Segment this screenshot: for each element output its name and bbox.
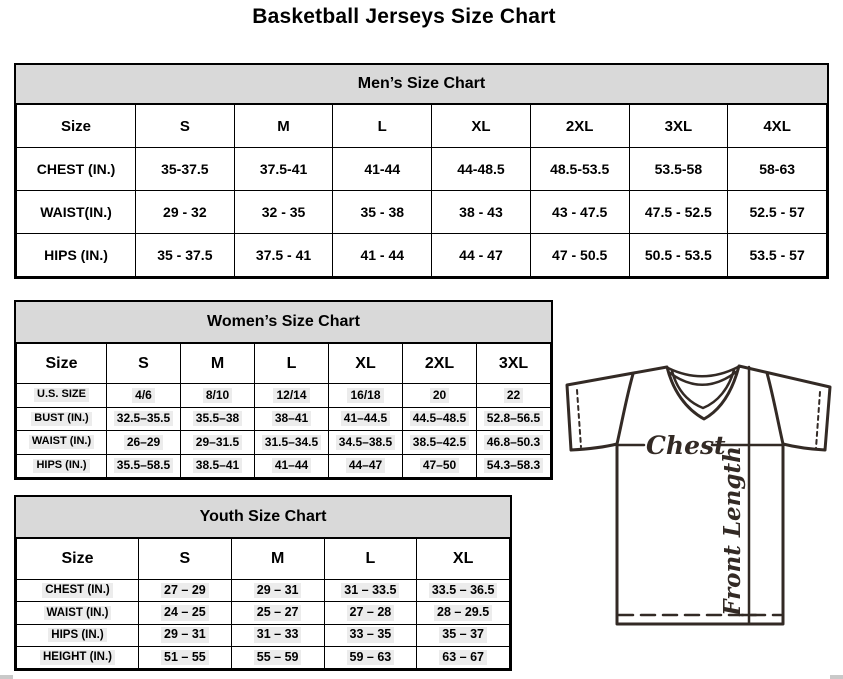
- cell-text: 3XL: [664, 117, 693, 135]
- women-value-cell: [181, 407, 255, 431]
- men-size-header-cell: [432, 105, 531, 148]
- jersey-diagram-svg: [556, 359, 838, 629]
- cell-text: 59 – 63: [347, 650, 395, 666]
- cell-text: 26–29: [124, 435, 163, 450]
- women-size-header-cell: [107, 344, 181, 384]
- youth-value-cell: [417, 624, 510, 646]
- men-value-cell: [629, 234, 728, 277]
- youth-value-cell: [231, 602, 324, 624]
- men-value-cell: [136, 191, 235, 234]
- men-value-cell: [234, 234, 333, 277]
- women-value-cell: [403, 407, 477, 431]
- youth-corner-cell: [17, 539, 139, 580]
- cell-text: 31 – 33: [254, 627, 302, 643]
- women-row-label-cell: [17, 431, 107, 455]
- cell-text: 33.5 – 36.5: [429, 583, 498, 599]
- collar-back-curve-1: [668, 367, 738, 376]
- cell-text: U.S. SIZE: [34, 388, 89, 402]
- cell-text: M: [270, 550, 285, 567]
- womens-table-grid: [16, 343, 551, 478]
- women-row-label-cell: [17, 454, 107, 478]
- men-measurement-row: [17, 191, 827, 234]
- womens-size-table: [14, 300, 553, 480]
- cell-text: 44-48.5: [457, 161, 505, 177]
- cell-text: 35.5–58.5: [114, 458, 173, 473]
- cell-text: 51 – 55: [161, 650, 209, 666]
- cell-text: 20: [430, 388, 449, 403]
- women-value-cell: [107, 431, 181, 455]
- cell-text: Size: [61, 550, 94, 567]
- men-value-cell: [234, 148, 333, 191]
- cell-text: 35 - 37.5: [157, 247, 213, 263]
- cell-text: 41-44: [364, 161, 401, 177]
- youth-value-cell: [417, 646, 510, 668]
- cell-text: Size: [60, 117, 91, 135]
- youth-value-cell: [139, 624, 232, 646]
- women-value-cell: [477, 431, 551, 455]
- cell-text: 25 – 27: [254, 605, 302, 621]
- jersey-measurement-diagram: [556, 359, 838, 629]
- cell-text: L: [286, 354, 297, 372]
- cell-text: HIPS (IN.): [44, 247, 108, 263]
- youth-value-cell: [324, 624, 417, 646]
- cell-text: 27 – 28: [347, 605, 395, 621]
- youth-measurement-row: [17, 580, 510, 602]
- women-measurement-row: [17, 431, 551, 455]
- women-value-cell: [255, 431, 329, 455]
- youth-size-header-cell: [139, 539, 232, 580]
- cell-text: CHEST (IN.): [42, 583, 113, 597]
- cell-text: 33 – 35: [347, 627, 395, 643]
- cell-text: 35 - 38: [360, 204, 405, 220]
- cell-text: 44.5–48.5: [410, 411, 469, 426]
- womens-table-caption: Women’s Size Chart: [16, 302, 551, 343]
- cell-text: 41–44.5: [341, 411, 390, 426]
- cell-text: XL: [355, 354, 376, 372]
- men-value-cell: [530, 148, 629, 191]
- men-value-cell: [333, 191, 432, 234]
- cell-text: 38–41: [272, 411, 311, 426]
- women-value-cell: [255, 407, 329, 431]
- cell-text: XL: [452, 550, 474, 567]
- youth-value-cell: [324, 602, 417, 624]
- men-value-cell: [530, 234, 629, 277]
- youth-size-header-cell: [231, 539, 324, 580]
- horizontal-scrollbar-left-stub[interactable]: [0, 675, 13, 679]
- women-corner-cell: [17, 344, 107, 384]
- cell-text: WAIST (IN.): [29, 435, 94, 449]
- men-corner-cell: [17, 105, 136, 148]
- youth-value-cell: [324, 580, 417, 602]
- women-value-cell: [107, 454, 181, 478]
- women-value-cell: [107, 407, 181, 431]
- men-size-header-cell: [234, 105, 333, 148]
- men-value-cell: [136, 234, 235, 277]
- women-value-cell: [329, 384, 403, 408]
- cell-text: 46.8–50.3: [484, 435, 543, 450]
- cell-text: 32.5–35.5: [114, 411, 173, 426]
- women-size-header-row: [17, 344, 551, 384]
- cell-text: 37.5 - 41: [255, 247, 312, 263]
- cell-text: 2XL: [424, 354, 455, 372]
- youth-size-header-cell: [324, 539, 417, 580]
- men-size-header-cell: [530, 105, 629, 148]
- youth-value-cell: [231, 624, 324, 646]
- men-value-cell: [432, 234, 531, 277]
- youth-measurement-row: [17, 624, 510, 646]
- cell-text: CHEST (IN.): [36, 161, 116, 177]
- men-size-header-row: [17, 105, 827, 148]
- page-title: Basketball Jerseys Size Chart: [252, 5, 556, 28]
- men-value-cell: [728, 234, 827, 277]
- women-value-cell: [181, 454, 255, 478]
- women-measurement-row: [17, 454, 551, 478]
- men-value-cell: [530, 191, 629, 234]
- cell-text: 29–31.5: [193, 435, 242, 450]
- cell-text: 52.8–56.5: [484, 411, 543, 426]
- cell-text: 43 - 47.5: [552, 204, 608, 220]
- women-value-cell: [477, 407, 551, 431]
- cell-text: 8/10: [203, 388, 232, 403]
- youth-value-cell: [139, 646, 232, 668]
- cell-text: 58-63: [759, 161, 796, 177]
- men-value-cell: [629, 191, 728, 234]
- cell-text: 22: [504, 388, 523, 403]
- men-row-label-cell: [17, 148, 136, 191]
- youth-size-header-row: [17, 539, 510, 580]
- front-length-label: Front Length: [719, 446, 746, 616]
- youth-value-cell: [139, 602, 232, 624]
- cell-text: 4/6: [132, 388, 155, 403]
- horizontal-scrollbar-right-stub[interactable]: [830, 675, 843, 679]
- cell-text: 44–47: [346, 458, 385, 473]
- women-value-cell: [403, 431, 477, 455]
- youth-measurement-row: [17, 602, 510, 624]
- cell-text: S: [179, 550, 191, 567]
- women-size-header-cell: [477, 344, 551, 384]
- men-size-header-cell: [728, 105, 827, 148]
- cell-text: 47 - 50.5: [552, 247, 608, 263]
- cell-text: 37.5-41: [259, 161, 308, 177]
- men-value-cell: [333, 148, 432, 191]
- men-size-header-cell: [333, 105, 432, 148]
- men-size-header-cell: [629, 105, 728, 148]
- women-measurement-row: [17, 407, 551, 431]
- cell-text: 63 – 67: [439, 650, 487, 666]
- cell-text: M: [210, 354, 225, 372]
- youth-row-label-cell: [17, 602, 139, 624]
- women-value-cell: [329, 407, 403, 431]
- cell-text: BUST (IN.): [31, 412, 91, 426]
- cell-text: 4XL: [763, 117, 791, 135]
- women-row-label-cell: [17, 407, 107, 431]
- cell-text: 55 – 59: [254, 650, 302, 666]
- men-value-cell: [728, 148, 827, 191]
- men-measurement-row: [17, 234, 827, 277]
- cell-text: HIPS (IN.): [48, 628, 106, 642]
- cell-text: 38.5–42.5: [410, 435, 469, 450]
- cell-text: HEIGHT (IN.): [40, 650, 115, 664]
- cell-text: 38 - 43: [459, 204, 503, 220]
- women-value-cell: [477, 384, 551, 408]
- mens-table-caption: Men’s Size Chart: [16, 65, 827, 104]
- cell-text: HIPS (IN.): [33, 459, 89, 473]
- cell-text: 41–44: [272, 458, 311, 473]
- cell-text: 44 - 47: [459, 247, 503, 263]
- cell-text: 32 - 35: [261, 204, 306, 220]
- cell-text: 31 – 33.5: [341, 583, 399, 599]
- youth-value-cell: [324, 646, 417, 668]
- cell-text: 54.3–58.3: [484, 458, 543, 473]
- youth-value-cell: [231, 580, 324, 602]
- cell-text: 47.5 - 52.5: [644, 204, 712, 220]
- men-value-cell: [333, 234, 432, 277]
- women-value-cell: [181, 384, 255, 408]
- cell-text: M: [277, 117, 290, 135]
- cell-text: 35 – 37: [439, 627, 487, 643]
- cell-text: 41 - 44: [360, 247, 405, 263]
- cell-text: 50.5 - 53.5: [644, 247, 712, 263]
- youth-value-cell: [417, 580, 510, 602]
- men-value-cell: [432, 148, 531, 191]
- cell-text: 31.5–34.5: [262, 435, 321, 450]
- men-measurement-row: [17, 148, 827, 191]
- cell-text: L: [377, 117, 387, 135]
- women-value-cell: [403, 454, 477, 478]
- youth-row-label-cell: [17, 624, 139, 646]
- mens-size-table: [14, 63, 829, 279]
- women-measurement-row: [17, 384, 551, 408]
- women-size-header-cell: [181, 344, 255, 384]
- cell-text: 47–50: [420, 458, 459, 473]
- men-row-label-cell: [17, 234, 136, 277]
- cell-text: 48.5-53.5: [550, 161, 610, 177]
- women-value-cell: [255, 454, 329, 478]
- men-size-header-cell: [136, 105, 235, 148]
- youth-measurement-row: [17, 646, 510, 668]
- youth-value-cell: [139, 580, 232, 602]
- cell-text: 35-37.5: [161, 161, 209, 177]
- men-value-cell: [728, 191, 827, 234]
- men-value-cell: [629, 148, 728, 191]
- cell-text: 27 – 29: [161, 583, 209, 599]
- cell-text: 29 – 31: [254, 583, 302, 599]
- youth-value-cell: [231, 646, 324, 668]
- women-size-header-cell: [255, 344, 329, 384]
- mens-table-grid: [16, 104, 827, 277]
- cell-text: Size: [45, 354, 78, 372]
- men-value-cell: [136, 148, 235, 191]
- women-value-cell: [107, 384, 181, 408]
- cell-text: 3XL: [498, 354, 529, 372]
- women-value-cell: [181, 431, 255, 455]
- cell-text: S: [179, 117, 190, 135]
- women-value-cell: [329, 454, 403, 478]
- cell-text: 12/14: [273, 388, 309, 403]
- cell-text: 53.5 - 57: [749, 247, 805, 263]
- cell-text: 29 - 32: [163, 204, 207, 220]
- cell-text: WAIST(IN.): [40, 204, 112, 220]
- youth-table-grid: [16, 538, 510, 669]
- women-size-header-cell: [329, 344, 403, 384]
- cell-text: XL: [471, 117, 491, 135]
- women-size-header-cell: [403, 344, 477, 384]
- cell-text: 34.5–38.5: [336, 435, 395, 450]
- women-row-label-cell: [17, 384, 107, 408]
- youth-row-label-cell: [17, 580, 139, 602]
- women-value-cell: [403, 384, 477, 408]
- women-value-cell: [255, 384, 329, 408]
- men-value-cell: [432, 191, 531, 234]
- cell-text: WAIST (IN.): [44, 606, 112, 620]
- youth-value-cell: [417, 602, 510, 624]
- cell-text: 29 – 31: [161, 627, 209, 643]
- men-value-cell: [234, 191, 333, 234]
- cell-text: 28 – 29.5: [434, 605, 492, 621]
- men-row-label-cell: [17, 191, 136, 234]
- cell-text: 52.5 - 57: [749, 204, 805, 220]
- women-value-cell: [329, 431, 403, 455]
- cell-text: 2XL: [565, 117, 594, 135]
- cell-text: L: [365, 550, 376, 567]
- youth-size-header-cell: [417, 539, 510, 580]
- cell-text: S: [138, 354, 149, 372]
- cell-text: 53.5-58: [654, 161, 703, 177]
- cell-text: 38.5–41: [193, 458, 242, 473]
- chest-label: Chest: [646, 431, 726, 460]
- women-value-cell: [477, 454, 551, 478]
- youth-table-caption: Youth Size Chart: [16, 497, 510, 538]
- cell-text: 24 – 25: [161, 605, 209, 621]
- youth-size-table: [14, 495, 512, 671]
- cell-text: 35.5–38: [193, 411, 242, 426]
- youth-row-label-cell: [17, 646, 139, 668]
- cell-text: 16/18: [347, 388, 383, 403]
